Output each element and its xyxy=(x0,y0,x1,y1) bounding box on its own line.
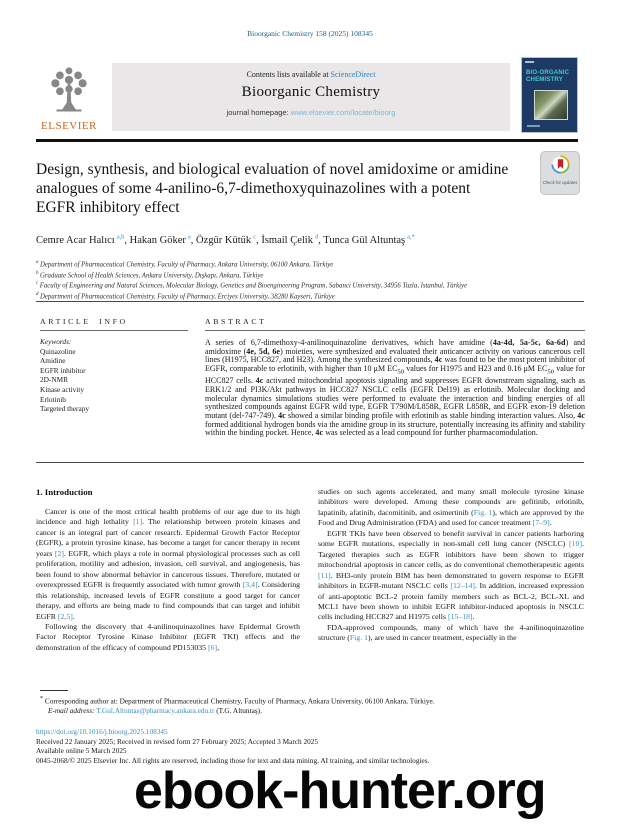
keyword: Amidine xyxy=(40,356,66,366)
author: İsmail Çelik $^d$ , xyxy=(261,235,323,246)
journal-cover-thumbnail[interactable] xyxy=(521,57,578,133)
email-label: E-mail address: xyxy=(48,705,95,715)
header-divider xyxy=(36,139,578,142)
cover-title: BIO-ORGANIC CHEMISTRY xyxy=(526,70,570,84)
elsevier-logo[interactable] xyxy=(36,64,102,138)
paragraph: studies on such agents accelerated, and many small molecule tyrosine kinase inhibitors were developed. Among these compounds are gefitinib, erlotinib, lapatinib, afatinib, dacomitinib, and osimertinib (Fig. 1), which are approved by the Food and Drug Administration (FDA) and used for cancer treatment [7–9]. xyxy=(318,487,585,528)
author-affil-sup[interactable]: a,* xyxy=(407,233,415,240)
keyword: Erlotinib xyxy=(40,394,66,404)
author: Özgür Kütük $^c$ , xyxy=(196,235,261,246)
introduction-heading: 1. Introduction xyxy=(36,487,93,497)
author-affil-sup[interactable]: a xyxy=(188,233,191,240)
journal-masthead xyxy=(112,63,510,131)
paragraph: EGFR TKIs have been observed to benefit survival in cancer patients harboring some EGFR mutations, especially in non-small cell lung cancer (NSCLC) [10]. Targeted therapies such as EGFR inhibitors have been shown to trigger mitochondrial apoptosis in cancer cells, as do conventional chemotherapeutic agents [11]. BH3-only protein BIM has been demonstrated to govern response to EGFR inhibitors in EGFR-mutant NSCLC cells [12–14]. In addition, increased expression of anti-apoptotic BCL-2 protein family members such as BCL-2, BCL-XL and MCL1 have been shown to inhibit EGFR inhibitor-induced apoptosis in NSCLC cells including HCC827 and H1975 cells [15–18]. xyxy=(318,528,584,622)
author: Cemre Acar Halıcı $^{a,b}$ , xyxy=(36,235,130,246)
citation-link[interactable]: [2] xyxy=(54,548,64,558)
keyword: EGFR inhibitor xyxy=(40,365,86,375)
available-online: Available online 5 March 2025 xyxy=(36,746,127,756)
author-affil-sup[interactable]: c xyxy=(253,233,257,240)
citation-link[interactable]: Fig. 1 xyxy=(473,507,493,517)
check-for-updates-badge[interactable] xyxy=(540,151,580,195)
article-info-heading: ARTICLE INFO xyxy=(40,317,128,326)
ebook-hunter-watermark: ebook-hunter.org xyxy=(134,762,546,820)
citation-link[interactable]: [1] xyxy=(133,517,143,527)
body-column-left xyxy=(36,487,300,653)
contents-line: Contents lists available at ScienceDirect xyxy=(246,70,376,79)
keyword: Kinase activity xyxy=(40,384,84,394)
footnote-divider xyxy=(40,690,68,691)
citation-link[interactable]: [12–14] xyxy=(450,581,476,591)
author-affil-sup[interactable]: d xyxy=(315,233,319,240)
affiliation: $^b$ Graduate School of Health Sciences, Ankara University, Dışkapı, Ankara, Türkiye xyxy=(36,270,264,279)
section-divider xyxy=(36,301,584,302)
citation-link[interactable]: [6] xyxy=(208,642,218,652)
correspondence-footnote: * Corresponding author at: Department of Pharmaceutical Chemistry, Faculty of Pharmacy, Ankara University, 06100 Ankara, Türkiye. E-mail address: T.Gul.Altuntas@pharmacy.ankara.edu.tr (T.G. Altuntaş). xyxy=(40,696,435,715)
citation-link[interactable]: [15–18] xyxy=(447,612,473,622)
abstract-column xyxy=(205,317,585,438)
affiliation: $^c$ Faculty of Engineering and Natural Sciences, Molecular Biology, Genetics and Bioengineering Program, Sabanci University, 34956 Tuzla, Istanbul, Türkiye xyxy=(36,281,468,290)
received-dates: Received 22 January 2025; Received in revised form 27 February 2025; Accepted 3 March 2025 xyxy=(36,737,319,746)
elsevier-tree-icon xyxy=(46,101,92,118)
homepage-link[interactable]: www.elsevier.com/locate/bioorg xyxy=(290,108,396,117)
article-title: Design, synthesis, and biological evaluation of novel amidoxime or amidine analogues of some 4-anilino-6,7-dimethoxyquinazolines with a potent EGFR inhibitory effect xyxy=(36,161,509,216)
journal-citation: Bioorganic Chemistry 158 (2025) 108345 xyxy=(247,29,373,38)
author-list xyxy=(36,233,581,246)
keyword: 2D-NMR xyxy=(40,375,68,385)
citation-link[interactable]: [10] xyxy=(569,539,583,549)
cover-decor-top xyxy=(525,61,534,63)
citation-link[interactable]: [2,5] xyxy=(57,611,73,621)
author: Hakan Göker $^a$ , xyxy=(130,235,196,246)
author-affil-sup[interactable]: a,b xyxy=(116,233,125,240)
body-column-right xyxy=(318,487,584,644)
author: Tunca Gül Altuntaş $^{a,*}$ xyxy=(323,233,415,246)
keyword: Quinazoline xyxy=(40,346,76,356)
paragraph: Cancer is one of the most critical health problems of our age due to its high incidence and high lethality [1]. The relationship between protein kinases and cancer is an integral part of cancer research. Epidermal Growth Factor Receptor (EGFR), a protein tyrosine kinase, has become a target for cancer therapy in recent years [2]. EGFR, which plays a role in normal physiological processes such as cell proliferation, motility and adhesion, invasion, cell survival, and angiogenesis, has been found to show abnormal behavior in cancerous tissues. Therefore, mutated or overexpressed EGFR is frequently associated with tumor growth [3,4]. Considering this relationship, increased levels of EGFR constitute a good target for cancer therapy, and efforts are being made to find compounds that can target and inhibit EGFR [2,5]. xyxy=(36,507,300,621)
paragraph: Following the discovery that 4-anilinoquinazolines have Epidermal Growth Factor Receptor Tyrosine Kinase Inhibitor (EGFR TKI) effects and the demonstration of the efficacy of compound PD153035 [6], xyxy=(36,621,300,652)
section-divider xyxy=(36,462,584,463)
affiliation: $^a$ Department of Pharmaceutical Chemistry, Faculty of Pharmacy, Ankara University, 06100 Ankara, Türkiye xyxy=(36,260,334,269)
citation-link[interactable]: [7–9] xyxy=(532,518,550,528)
citation-link[interactable]: [11] xyxy=(318,570,331,580)
article-info-rule xyxy=(40,330,188,331)
keyword: Targeted therapy xyxy=(40,404,89,414)
abstract-rule xyxy=(205,330,585,331)
abstract-heading: ABSTRACT xyxy=(205,317,267,326)
sciencedirect-link[interactable]: ScienceDirect xyxy=(330,70,376,79)
elsevier-wordmark: ELSEVIER xyxy=(41,120,97,132)
footnote-marker: * xyxy=(40,696,44,702)
citation-link[interactable]: [3,4] xyxy=(242,580,258,590)
doi-link[interactable]: https://doi.org/10.1016/j.bioorg.2025.108345 xyxy=(36,727,168,736)
cover-image xyxy=(534,90,568,120)
article-info-column xyxy=(40,317,188,414)
check-badge-label: Check for updates xyxy=(542,180,578,185)
abstract-text: A series of 6,7-dimethoxy-4-anilinoquinazoline derivatives, which have amidine (4a-4d, 5a-5c, 6a-6d) and amidoxime (4e, 5d, 6e) moieties, were synthesized and evaluated their anticancer activity on various cancerous cell lines (H1975, HCC827, and H23). Among the synthesized compounds, 4c was found to be the most potent inhibitor of EGFR, comparable to erlotinib, with higher than 10 μM $EC_{50}$ values for H1975 and H23 and 0.16 μM $EC_{50}$ value for HCC827 cells. 4c activated mitochondrial apoptosis signaling and suppresses EGFR downstream signaling, such as ERK1/2 and PI3K/Akt pathways in HCC827 NSCLC cells (EGFR Del19) as erlotinib. Molecular docking and molecular dynamics simulations studies were performed to evaluate the interaction and binding energies of all synthesized compounds against EGFR wild type, EGFR T790M/L858R, EGFR L858R, and EGFR exon-19 deletion mutant (del-747-749). 4c showed a similar binding profile with erlotinib as stable binding interaction values. Also, 4c formed additional hydrogen bonds via the amidine group in its structure, potentially increasing its affinity and stability within the binding pocket. Hence, 4c was selected as a lead compound for further pharmacomodulation. xyxy=(205,338,586,438)
affiliation-list xyxy=(36,259,584,301)
affiliation: $^d$ Department of Pharmaceutical Chemistry, Faculty of Pharmacy, Erciyes University, 38280 Kayseri, Türkiye xyxy=(36,291,335,300)
citation-link[interactable]: Fig. 1 xyxy=(349,633,369,643)
journal-title: Bioorganic Chemistry xyxy=(241,84,381,100)
keywords-label: Keywords: xyxy=(40,337,72,346)
paragraph: FDA-approved compounds, many of which have the 4-anilinoquinazoline structure (Fig. 1), are used in cancer treatment, especially in the xyxy=(318,622,584,643)
email-link[interactable]: T.Gul.Altuntas@pharmacy.ankara.edu.tr xyxy=(96,705,215,715)
homepage-line: journal homepage: www.elsevier.com/locate/bioorg xyxy=(226,108,396,117)
crossmark-icon xyxy=(551,161,570,178)
cover-decor-bottom xyxy=(527,125,540,127)
copyright-line: 0045-2068/© 2025 Elsevier Inc. All rights are reserved, including those for text and data mining, AI training, and similar technologies. xyxy=(36,755,430,765)
